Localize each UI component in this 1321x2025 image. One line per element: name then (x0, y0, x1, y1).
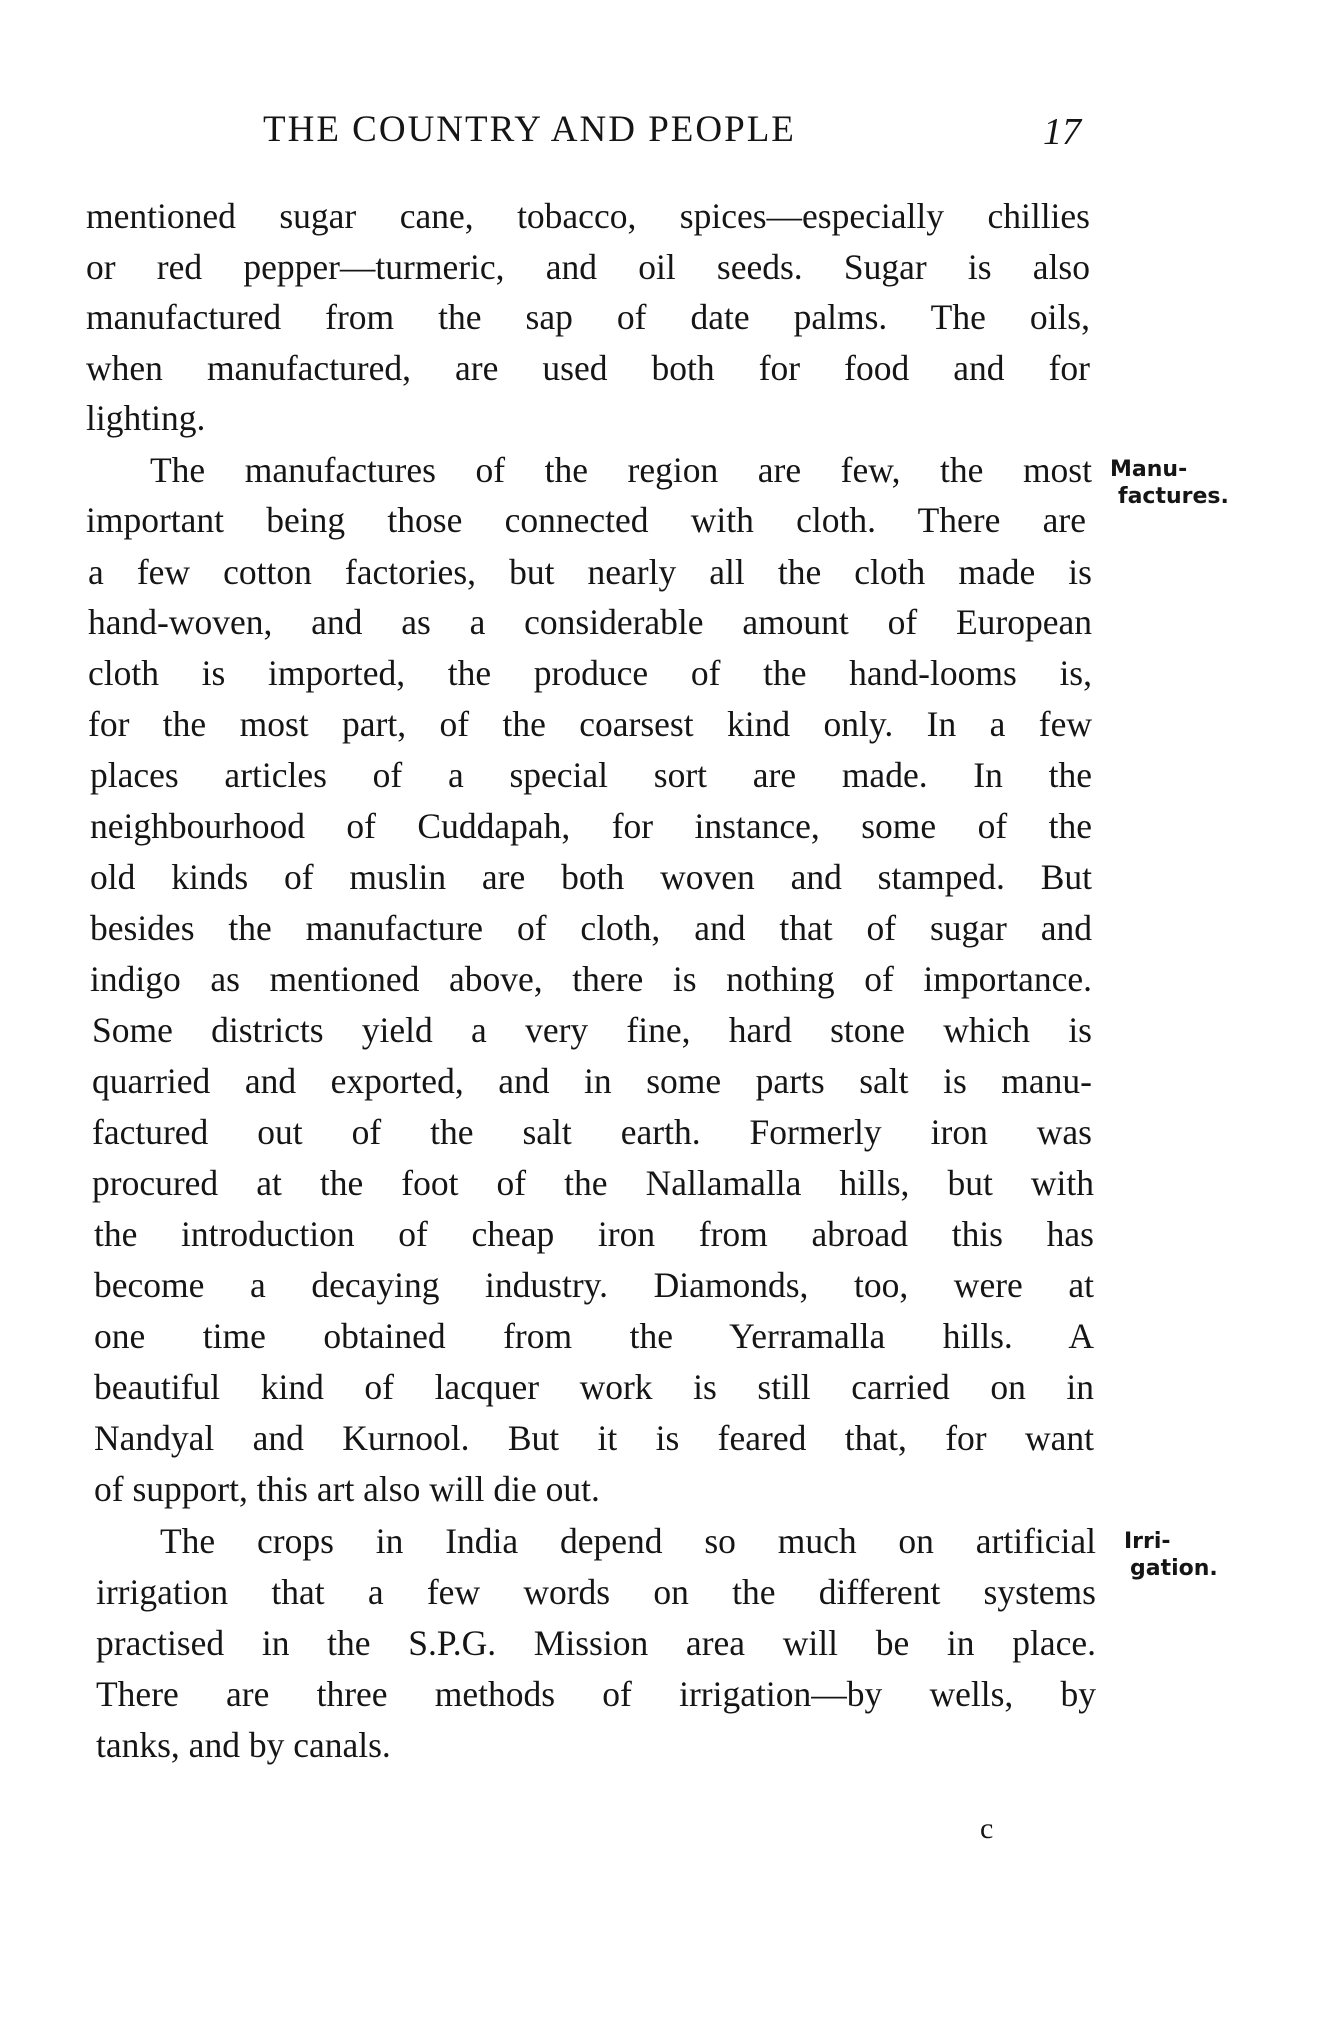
text-line: factured out of the salt earth. Formerly iron was (92, 1112, 1092, 1152)
text-line: when manufactured, are used both for food and for (86, 348, 1090, 388)
page-number: 17 (1043, 111, 1081, 153)
text-line: neighbourhood of Cuddapah, for instance, some of the (90, 806, 1092, 846)
text-line: mentioned sugar cane, tobacco, spices—especially chillies (86, 196, 1090, 236)
text-line: places articles of a special sort are made. In the (90, 755, 1092, 795)
text-line: hand-woven, and as a considerable amount of European (88, 602, 1092, 642)
text-line: irrigation that a few words on the different systems (96, 1572, 1096, 1612)
text-line: Nandyal and Kurnool. But it is feared that, for want (94, 1418, 1094, 1458)
text-line: There are three methods of irrigation—by wells, by (96, 1674, 1096, 1714)
text-line: practised in the S.P.G. Mission area will be in place. (96, 1623, 1096, 1663)
text-line: besides the manufacture of cloth, and that of sugar and (90, 908, 1092, 948)
margin-note-line: Irri- (1124, 1529, 1171, 1554)
text-line: cloth is imported, the produce of the hand-looms is, (88, 653, 1092, 693)
text-line: a few cotton factories, but nearly all the cloth made is (88, 552, 1092, 592)
margin-note-manufactures (1110, 456, 1229, 510)
text-line: or red pepper—turmeric, and oil seeds. Sugar is also (86, 247, 1090, 287)
text-line: for the most part, of the coarsest kind only. In a few (88, 704, 1092, 744)
text-line: become a decaying industry. Diamonds, too, were at (94, 1265, 1094, 1305)
text-line: old kinds of muslin are both woven and stamped. But (90, 857, 1092, 897)
text-line: important being those connected with cloth. There are (86, 500, 1086, 540)
margin-note-line: factures. (1118, 484, 1229, 509)
text-line: manufactured from the sap of date palms. The oils, (86, 297, 1090, 337)
text-line: of support, this art also will die out. (94, 1469, 600, 1509)
text-line: The manufactures of the region are few, the most (150, 450, 1092, 490)
text-line: quarried and exported, and in some parts salt is manu- (92, 1061, 1092, 1101)
running-head-title: THE COUNTRY AND PEOPLE (263, 109, 796, 150)
text-line: tanks, and by canals. (96, 1725, 391, 1765)
text-line: procured at the foot of the Nallamalla hills, but with (92, 1163, 1094, 1203)
text-line: the introduction of cheap iron from abroad this has (94, 1214, 1094, 1254)
signature-mark: c (980, 1812, 994, 1845)
text-line: indigo as mentioned above, there is nothing of importance. (90, 959, 1092, 999)
margin-note-line: Manu- (1110, 457, 1188, 482)
text-line: beautiful kind of lacquer work is still carried on in (94, 1367, 1094, 1407)
margin-note-line: gation. (1130, 1556, 1218, 1581)
text-line: The crops in India depend so much on artificial (160, 1521, 1096, 1561)
margin-note-irrigation (1124, 1528, 1218, 1582)
text-line: Some districts yield a very fine, hard stone which is (92, 1010, 1092, 1050)
text-line: one time obtained from the Yerramalla hills. A (94, 1316, 1094, 1356)
text-line: lighting. (86, 398, 206, 438)
